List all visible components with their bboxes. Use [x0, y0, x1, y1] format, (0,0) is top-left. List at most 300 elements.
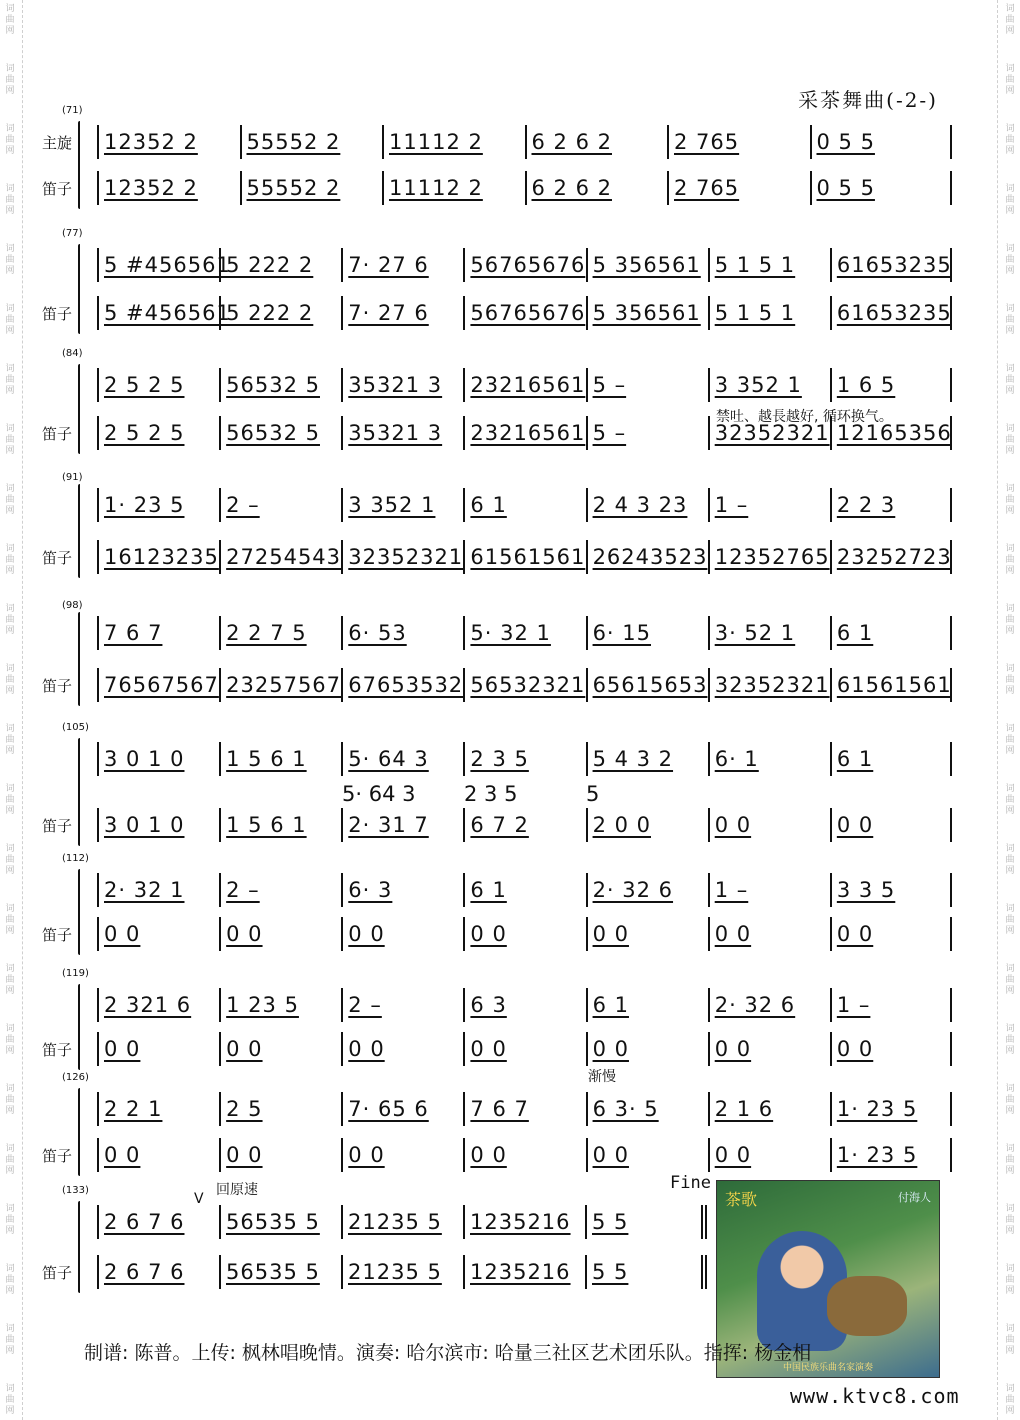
watermark-char: 词 [1005, 1264, 1015, 1274]
measure: 12352 2 [97, 125, 240, 159]
watermark-char: 曲 [1005, 255, 1015, 265]
measure-number: (133) [62, 1185, 89, 1196]
measure-number: (105) [62, 722, 89, 733]
album-artist: 付海人 [898, 1191, 931, 1204]
watermark-char: 网 [5, 1226, 15, 1236]
watermark-char: 网 [5, 626, 15, 636]
watermark-char: 网 [1005, 86, 1015, 96]
watermark-char: 网 [1005, 266, 1015, 276]
measure: 2 0 0 [586, 808, 708, 842]
watermark-char: 网 [5, 1346, 15, 1356]
measure: 6 3 [463, 988, 585, 1022]
measure: 2· 32 6 [708, 988, 830, 1022]
melody-staff [97, 988, 952, 1022]
measure: 56535 5 [219, 1255, 341, 1289]
watermark-char: 曲 [1005, 75, 1015, 85]
measure: 3 0 1 0 [97, 808, 219, 842]
measure: 2 5 2 5 [97, 368, 219, 402]
measure: 0 0 [830, 1032, 952, 1066]
watermark-char: 网 [1005, 1286, 1015, 1296]
watermark-char: 曲 [1005, 1395, 1015, 1405]
measure: 5 – [586, 368, 708, 402]
flute-staff [97, 296, 952, 330]
measure: 0 0 [341, 1138, 463, 1172]
watermark-char: 网 [5, 146, 15, 156]
watermark-char: 曲 [1005, 915, 1015, 925]
instrument-label: 笛子 [42, 817, 73, 835]
watermark-char: 词 [1005, 1084, 1015, 1094]
watermark-char: 网 [5, 926, 15, 936]
watermark-char: 词 [5, 664, 15, 674]
credits-line: 制谱: 陈普。上传: 枫林唱晚情。演奏: 哈尔滨市: 哈量三社区艺术团乐队。指挥: 杨金相 [84, 1342, 812, 1364]
measure: 56535 5 [219, 1205, 341, 1239]
measure: 61653235 [830, 248, 952, 282]
measure: 56532 5 [219, 416, 341, 450]
measure: 5· 32 1 [463, 616, 585, 650]
watermark-char: 网 [5, 1106, 15, 1116]
instrument-label: 笛子 [42, 1147, 73, 1165]
watermark-char: 网 [1005, 746, 1015, 756]
music-system [40, 722, 952, 837]
measure: 5 4 3 2 [586, 742, 708, 776]
measure: 11112 2 [382, 171, 525, 205]
measure: 0 0 [586, 917, 708, 951]
watermark-char: 网 [1005, 506, 1015, 516]
measure: 1 – [708, 488, 830, 522]
measure: 0 5 5 [810, 125, 953, 159]
upper-voice-notes: 5 [586, 782, 600, 806]
measure: 5 5 [585, 1205, 707, 1239]
watermark-char: 曲 [5, 435, 15, 445]
watermark-char: 词 [1005, 1144, 1015, 1154]
measure: 2 2 1 [97, 1092, 219, 1126]
watermark-char: 词 [1005, 4, 1015, 14]
instrument-label: 笛子 [42, 425, 73, 443]
measure: 26243523 [586, 540, 708, 574]
watermark-char: 词 [5, 484, 15, 494]
watermark-char: 词 [1005, 784, 1015, 794]
watermark-char: 网 [5, 506, 15, 516]
watermark-char: 词 [5, 904, 15, 914]
measure-number: (91) [62, 472, 83, 483]
measure-number: (84) [62, 348, 83, 359]
system-bracket [78, 738, 80, 846]
watermark-char: 曲 [1005, 1215, 1015, 1225]
measure: 65615653 [586, 668, 708, 702]
tea-basket-icon [827, 1276, 907, 1336]
watermark-char: 网 [5, 446, 15, 456]
watermark-char: 曲 [1005, 675, 1015, 685]
music-system [40, 600, 952, 710]
watermark-char: 词 [1005, 124, 1015, 134]
measure: 3 0 1 0 [97, 742, 219, 776]
watermark-char: 曲 [1005, 195, 1015, 205]
melody-staff [97, 248, 952, 282]
measure-number: (112) [62, 853, 89, 864]
measure: 0 0 [708, 917, 830, 951]
watermark-char: 词 [1005, 484, 1015, 494]
measure: 1235216 [463, 1205, 585, 1239]
watermark-char: 网 [5, 1166, 15, 1176]
measure: 5 1 5 1 [708, 248, 830, 282]
watermark-char: 词 [5, 784, 15, 794]
watermark-char: 网 [1005, 866, 1015, 876]
melody-staff [97, 1092, 952, 1126]
system-bracket [78, 612, 80, 706]
watermark-char: 曲 [5, 555, 15, 565]
measure: 0 0 [219, 917, 341, 951]
measure-number: (98) [62, 600, 83, 611]
watermark-char: 词 [1005, 964, 1015, 974]
measure: 27254543 [219, 540, 341, 574]
watermark-char: 曲 [5, 1275, 15, 1285]
watermark-char: 网 [1005, 1226, 1015, 1236]
watermark-char: 网 [5, 1286, 15, 1296]
music-system [40, 105, 952, 215]
measure: 0 0 [708, 1138, 830, 1172]
flute-staff [97, 668, 952, 702]
watermark-char: 网 [1005, 1406, 1015, 1416]
measure: 1 5 6 1 [219, 742, 341, 776]
system-bracket [78, 364, 80, 454]
measure: 21235 5 [341, 1255, 463, 1289]
measure: 2· 31 7 [341, 808, 463, 842]
watermark-char: 网 [5, 266, 15, 276]
measure: 2 1 6 [708, 1092, 830, 1126]
watermark-char: 网 [1005, 806, 1015, 816]
measure: 35321 3 [341, 416, 463, 450]
melody-staff [97, 873, 952, 907]
measure: 5 #456561 [97, 248, 219, 282]
measure: 1· 23 5 [830, 1092, 952, 1126]
measure: 0 0 [97, 1138, 219, 1172]
measure: 1· 23 5 [97, 488, 219, 522]
tempo-mark: 回原速 [216, 1182, 258, 1198]
measure: 21235 5 [341, 1205, 463, 1239]
watermark-char: 曲 [1005, 855, 1015, 865]
watermark-char: 网 [5, 1046, 15, 1056]
watermark-char: 词 [5, 364, 15, 374]
measure: 23252723 [830, 540, 952, 574]
instrument-label: 笛子 [42, 180, 73, 198]
watermark-char: 曲 [1005, 735, 1015, 745]
watermark-char: 词 [1005, 844, 1015, 854]
watermark-char: 词 [5, 844, 15, 854]
watermark-char: 曲 [5, 495, 15, 505]
measure: 3 352 1 [341, 488, 463, 522]
measure: 35321 3 [341, 368, 463, 402]
watermark-char: 网 [1005, 326, 1015, 336]
measure: 7 6 7 [463, 1092, 585, 1126]
music-system [40, 968, 952, 1078]
measure: 6 1 [830, 616, 952, 650]
measure: 0 0 [463, 1138, 585, 1172]
watermark-char: 词 [5, 1084, 15, 1094]
flute-staff [97, 171, 952, 205]
measure: 5 1 5 1 [708, 296, 830, 330]
watermark-char: 曲 [1005, 375, 1015, 385]
upper-voice-notes: 5· 64 3 [342, 782, 416, 806]
watermark-char: 词 [1005, 64, 1015, 74]
watermark-char: 网 [1005, 1346, 1015, 1356]
watermark-char: 词 [1005, 544, 1015, 554]
melody-staff [97, 488, 952, 522]
watermark-char: 词 [1005, 604, 1015, 614]
watermark-char: 曲 [5, 1215, 15, 1225]
measure: 5 356561 [586, 296, 708, 330]
watermark-char: 词 [5, 1144, 15, 1154]
system-bracket [78, 1201, 80, 1293]
measure: 55552 2 [240, 171, 383, 205]
measure: 23257567 [219, 668, 341, 702]
watermark-char: 曲 [5, 795, 15, 805]
album-caption: 中国民族乐曲名家演奏 [782, 1363, 873, 1373]
measure: 1 23 5 [219, 988, 341, 1022]
watermark-char: 曲 [5, 615, 15, 625]
watermark-char: 词 [5, 304, 15, 314]
watermark-char: 词 [1005, 1204, 1015, 1214]
measure: 6 3· 5 [586, 1092, 708, 1126]
instrument-label: 笛子 [42, 677, 73, 695]
measure: 2· 32 6 [586, 873, 708, 907]
watermark-char: 网 [1005, 206, 1015, 216]
measure: 0 0 [463, 917, 585, 951]
watermark-char: 网 [1005, 446, 1015, 456]
watermark-char: 曲 [5, 315, 15, 325]
watermark-char: 网 [1005, 566, 1015, 576]
measure: 2 765 [667, 125, 810, 159]
music-system [40, 348, 952, 458]
measure: 2 – [341, 988, 463, 1022]
measure: 32352321 [708, 668, 830, 702]
watermark-char: 曲 [5, 975, 15, 985]
measure: 0 0 [97, 1032, 219, 1066]
fine-mark: Fine [670, 1173, 711, 1193]
music-system [40, 1069, 952, 1182]
measure-number: (126) [62, 1072, 89, 1083]
instrument-label: 笛子 [42, 549, 73, 567]
performance-note: 禁吐、越長越好, 循环换气。 [716, 409, 893, 425]
measure: 6 2 6 2 [525, 171, 668, 205]
measure: 0 0 [586, 1032, 708, 1066]
flute-staff [97, 1138, 952, 1172]
watermark-char: 网 [5, 986, 15, 996]
watermark-char: 网 [1005, 626, 1015, 636]
measure: 0 0 [708, 808, 830, 842]
measure: 0 0 [341, 917, 463, 951]
measure: 6· 53 [341, 616, 463, 650]
measure: 2 765 [667, 171, 810, 205]
instrument-label: 笛子 [42, 1264, 73, 1282]
watermark-char: 词 [1005, 724, 1015, 734]
watermark-char: 曲 [5, 735, 15, 745]
measure: 56765676 [463, 248, 585, 282]
melody-staff [97, 368, 952, 402]
measure: 61653235 [830, 296, 952, 330]
music-system [40, 472, 952, 582]
measure: 32352321 [708, 416, 830, 450]
measure: 1 6 5 [830, 368, 952, 402]
system-bracket [78, 1088, 80, 1176]
watermark-char: 曲 [5, 375, 15, 385]
measure: 3· 52 1 [708, 616, 830, 650]
watermark-char: 曲 [1005, 1095, 1015, 1105]
watermark-char: 网 [5, 26, 15, 36]
measure: 0 0 [830, 808, 952, 842]
measure: 23216561 [463, 416, 585, 450]
flute-staff [97, 540, 952, 574]
instrument-label: 主旋 [42, 134, 73, 152]
system-bracket [78, 869, 80, 955]
flute-staff [97, 808, 952, 842]
watermark-char: 网 [5, 566, 15, 576]
watermark-char: 曲 [5, 675, 15, 685]
watermark-char: 网 [1005, 926, 1015, 936]
watermark-char: 曲 [1005, 1155, 1015, 1165]
measure: 12352765 [708, 540, 830, 574]
watermark-char: 曲 [5, 255, 15, 265]
album-title: 茶歌 [725, 1190, 758, 1209]
instrument-label: 笛子 [42, 305, 73, 323]
watermark-char: 曲 [1005, 555, 1015, 565]
watermark-char: 词 [1005, 1384, 1015, 1394]
watermark-char: 曲 [5, 135, 15, 145]
measure: 1· 23 5 [830, 1138, 952, 1172]
watermark-char: 曲 [1005, 615, 1015, 625]
watermark-char: 曲 [5, 75, 15, 85]
page-title: 采茶舞曲(-2-) [798, 88, 938, 112]
watermark-char: 词 [5, 4, 15, 14]
measure: 6 7 2 [463, 808, 585, 842]
measure: 5 – [586, 416, 708, 450]
watermark-char: 曲 [1005, 795, 1015, 805]
measure: 5 356561 [586, 248, 708, 282]
watermark-char: 曲 [1005, 1035, 1015, 1045]
measure: 6 1 [586, 988, 708, 1022]
measure: 5 #456561 [97, 296, 219, 330]
watermark-char: 词 [1005, 424, 1015, 434]
website-link[interactable]: www.ktvc8.com [790, 1384, 960, 1408]
measure: 0 0 [219, 1138, 341, 1172]
measure: 7· 27 6 [341, 296, 463, 330]
measure: 1235216 [463, 1255, 585, 1289]
measure: 2 6 7 6 [97, 1205, 219, 1239]
watermark-char: 词 [5, 1324, 15, 1334]
watermark-char: 曲 [5, 1395, 15, 1405]
measure: 5 222 2 [219, 248, 341, 282]
watermark-char: 词 [5, 1264, 15, 1274]
melody-staff [97, 616, 952, 650]
watermark-char: 词 [5, 244, 15, 254]
measure: 2· 32 1 [97, 873, 219, 907]
measure: 2 – [219, 488, 341, 522]
left-margin-watermark [0, 0, 23, 1420]
measure: 61561561 [830, 668, 952, 702]
measure: 6 1 [463, 488, 585, 522]
measure: 56532321 [463, 668, 585, 702]
watermark-char: 词 [5, 1024, 15, 1034]
watermark-char: 词 [5, 124, 15, 134]
measure: 2 5 [219, 1092, 341, 1126]
watermark-char: 曲 [1005, 15, 1015, 25]
measure: 6· 3 [341, 873, 463, 907]
measure: 2 321 6 [97, 988, 219, 1022]
measure: 7 6 7 [97, 616, 219, 650]
measure: 2 2 3 [830, 488, 952, 522]
watermark-char: 网 [1005, 986, 1015, 996]
upper-voice-notes: 2 3 5 [464, 782, 518, 806]
measure: 2 3 5 [463, 742, 585, 776]
watermark-char: 词 [5, 1384, 15, 1394]
watermark-char: 网 [1005, 1106, 1015, 1116]
measure: 0 0 [708, 1032, 830, 1066]
measure: 5 222 2 [219, 296, 341, 330]
watermark-char: 词 [5, 184, 15, 194]
music-system [40, 853, 952, 963]
measure: 6 1 [463, 873, 585, 907]
measure: 7· 65 6 [341, 1092, 463, 1126]
watermark-char: 曲 [5, 1095, 15, 1105]
watermark-char: 曲 [5, 855, 15, 865]
measure: 11112 2 [382, 125, 525, 159]
measure: 5 5 [585, 1255, 707, 1289]
system-bracket [78, 244, 80, 334]
watermark-char: 曲 [5, 1035, 15, 1045]
measure: 2 4 3 23 [586, 488, 708, 522]
watermark-char: 网 [5, 86, 15, 96]
watermark-char: 词 [1005, 664, 1015, 674]
watermark-char: 曲 [5, 1155, 15, 1165]
watermark-char: 网 [5, 866, 15, 876]
measure: 6· 15 [586, 616, 708, 650]
measure: 76567567 [97, 668, 219, 702]
measure: 3 3 5 [830, 873, 952, 907]
measure: 67653532 [341, 668, 463, 702]
watermark-char: 网 [1005, 1046, 1015, 1056]
watermark-char: 词 [1005, 904, 1015, 914]
watermark-char: 网 [5, 206, 15, 216]
music-system [40, 228, 952, 338]
watermark-char: 曲 [1005, 435, 1015, 445]
melody-staff [97, 742, 952, 776]
measure: 0 0 [341, 1032, 463, 1066]
measure: 0 0 [97, 917, 219, 951]
watermark-char: 词 [1005, 1324, 1015, 1334]
breath-mark: V [194, 1191, 204, 1207]
measure: 2 6 7 6 [97, 1255, 219, 1289]
watermark-char: 网 [1005, 26, 1015, 36]
measure: 16123235 [97, 540, 219, 574]
watermark-char: 网 [5, 1406, 15, 1416]
watermark-char: 曲 [1005, 135, 1015, 145]
measure: 2 2 7 5 [219, 616, 341, 650]
watermark-char: 曲 [5, 15, 15, 25]
watermark-char: 词 [5, 604, 15, 614]
watermark-char: 曲 [5, 1335, 15, 1345]
flute-staff [97, 1032, 952, 1066]
right-margin-watermark [997, 0, 1020, 1420]
watermark-char: 曲 [5, 915, 15, 925]
system-bracket [78, 121, 80, 209]
measure: 0 5 5 [810, 171, 953, 205]
system-bracket [78, 984, 80, 1070]
measure: 0 0 [586, 1138, 708, 1172]
watermark-char: 词 [1005, 244, 1015, 254]
watermark-char: 曲 [1005, 975, 1015, 985]
watermark-char: 曲 [1005, 1275, 1015, 1285]
measure: 1 5 6 1 [219, 808, 341, 842]
measure: 6 1 [830, 742, 952, 776]
